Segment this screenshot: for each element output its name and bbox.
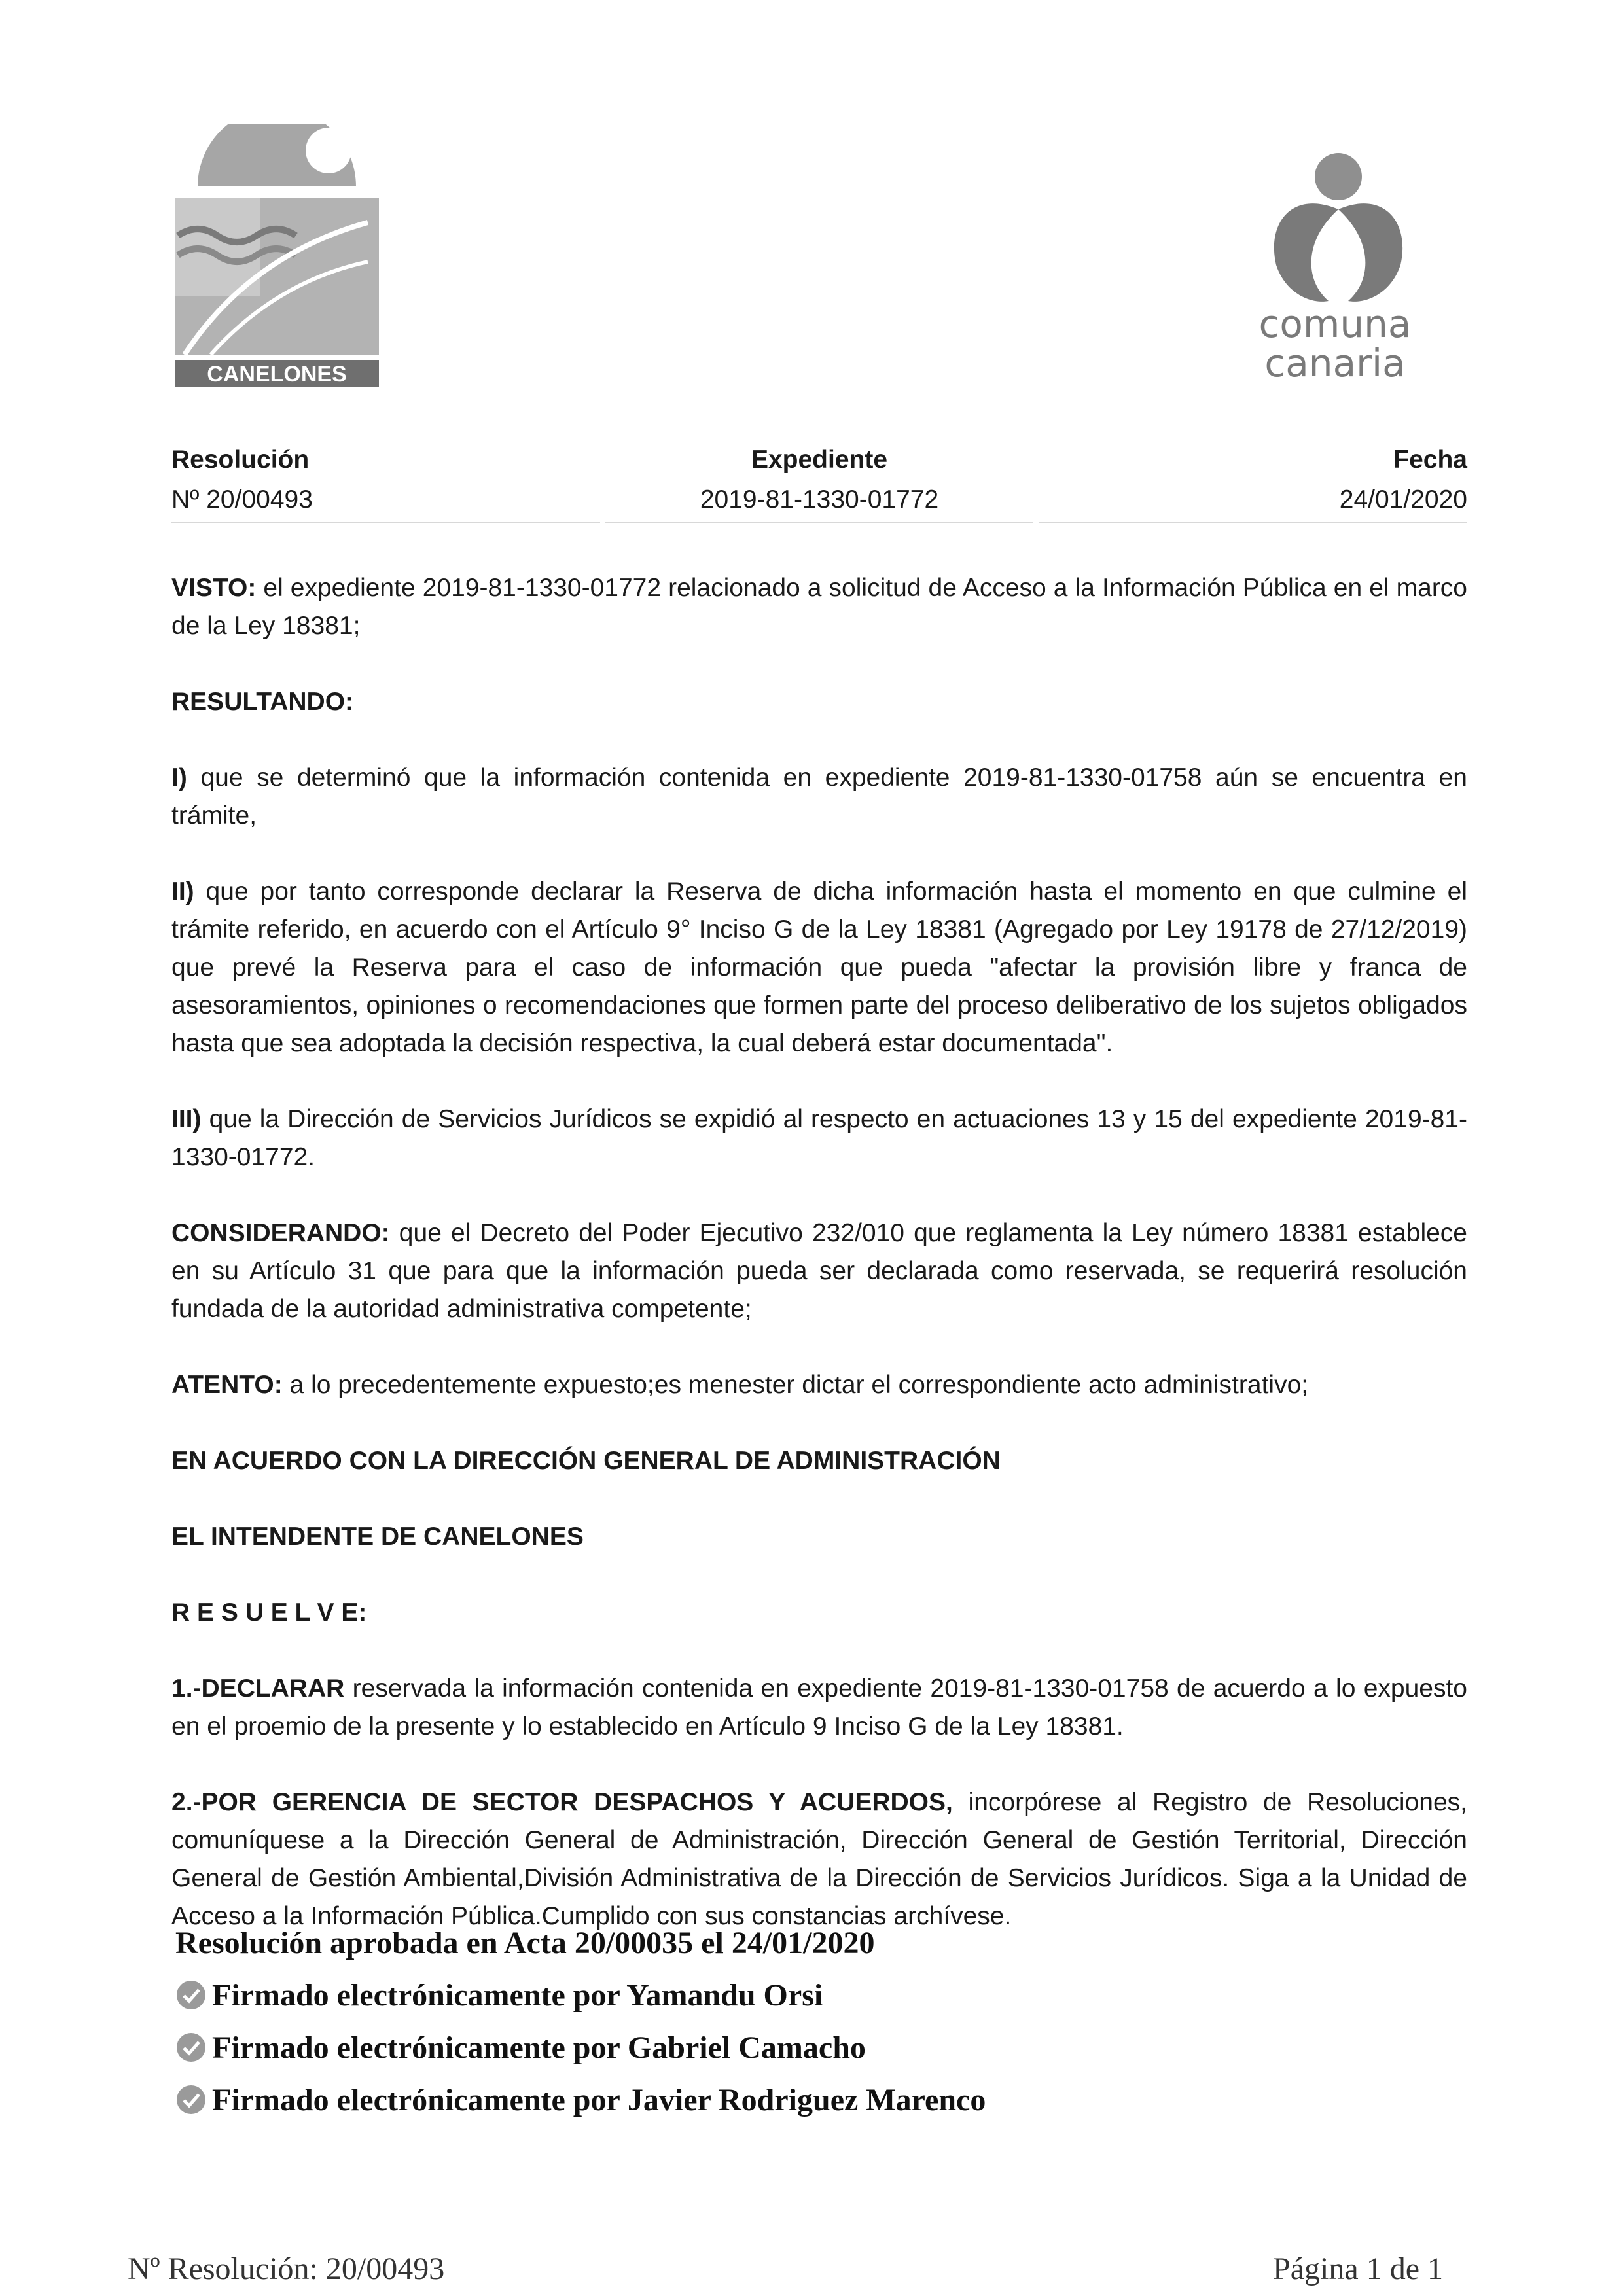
visto-label: VISTO: — [171, 574, 257, 602]
fecha-column — [1039, 438, 1467, 523]
approval-line: Resolución aprobada en Acta 20/00035 el 24/01/2020 — [175, 1926, 875, 1960]
resolve-1-paragraph — [171, 1670, 1467, 1746]
canaria-text: canaria — [1264, 341, 1406, 385]
considerando-text: que el Decreto del Poder Ejecutivo 232/010 que reglamenta la Ley número 18381 establece en su Artículo 31 que para que la información pueda ser declarada como reservada, se requerirá resolución fundada de la autoridad administrativa competente; — [171, 1219, 1467, 1323]
visto-paragraph — [171, 569, 1467, 645]
canelones-logo-text: CANELONES — [207, 362, 347, 387]
resolve-2-paragraph — [171, 1784, 1467, 1935]
check-circle-icon — [175, 2084, 207, 2115]
item-1-paragraph — [171, 759, 1467, 835]
expediente-column — [605, 438, 1034, 523]
signature-3 — [175, 2074, 986, 2127]
item-3-text: que la Dirección de Servicios Jurídicos se expidió al respecto en actuaciones 13 y 15 del expediente 2019-81-1330-01772. — [171, 1105, 1467, 1171]
signature-1 — [175, 1969, 986, 2022]
acuerdo-text: EN ACUERDO CON LA DIRECCIÓN GENERAL DE ADMINISTRACIÓN — [171, 1447, 1001, 1475]
comuna-text: comuna — [1258, 302, 1412, 346]
resultando-label: RESULTANDO: — [171, 688, 354, 716]
resolucion-label: Resolución — [171, 446, 310, 474]
item-2-label: II) — [171, 877, 194, 906]
atento-text: a lo precedentemente expuesto;es menester dictar el correspondiente acto administrativo; — [282, 1371, 1309, 1399]
acuerdo-heading — [171, 1442, 1467, 1480]
considerando-paragraph — [171, 1214, 1467, 1328]
signature-2-text: Firmado electrónicamente por Gabriel Camacho — [212, 2030, 866, 2065]
intendente-heading — [171, 1518, 1467, 1556]
resolution-body — [171, 569, 1467, 1935]
footer-resolution-number: Nº Resolución: 20/00493 — [128, 2252, 445, 2286]
canelones-logo — [171, 124, 382, 425]
signature-block — [175, 1917, 986, 2127]
resultando-paragraph — [171, 683, 1467, 721]
item-1-label: I) — [171, 764, 187, 792]
signature-1-text: Firmado electrónicamente por Yamandu Orsi — [212, 1978, 823, 2013]
expediente-label: Expediente — [751, 446, 888, 474]
check-circle-icon — [175, 2032, 207, 2063]
item-2-text: que por tanto corresponde declarar la Reserva de dicha información hasta el momento en que culmine el trámite referido, en acuerdo con el Artículo 9° Inciso G de la Ley 18381 (Agregado por Ley 19178 de 27/12/2019) que prevé la Reserva para el caso de información que pueda "afectar la provisión libre y franca de asesoramientos, opiniones o recomendaciones que formen parte del proceso deliberativo de los sujetos obligados hasta que sea adoptada la decisión respectiva, la cual deberá estar documentada". — [171, 877, 1467, 1057]
considerando-label: CONSIDERANDO: — [171, 1219, 390, 1247]
resuelve-text: R E S U E L V E: — [171, 1598, 367, 1627]
resolucion-column — [171, 438, 600, 523]
resolve-2-text: incorpórese al Registro de Resoluciones, comuníquese a la Dirección General de Administración, Dirección General de Gestión Territorial, Dirección General de Gestión Ambiental,División Administrativa de la Dirección de Servicios Jurídicos. Siga a la Unidad de Acceso a la Información Pública.Cumplido con sus constancias archívese. — [171, 1788, 1467, 1930]
intendente-text: EL INTENDENTE DE CANELONES — [171, 1523, 584, 1551]
footer-page-number: Página 1 de 1 — [1273, 2252, 1443, 2286]
comuna-canaria-logo — [1240, 150, 1430, 386]
item-2-paragraph — [171, 873, 1467, 1063]
resolution-meta — [171, 438, 1467, 523]
item-3-paragraph — [171, 1101, 1467, 1176]
page-footer — [128, 2251, 1443, 2287]
resolve-2-label: 2.-POR GERENCIA DE SECTOR DESPACHOS Y ACUERDOS, — [171, 1788, 953, 1816]
resolucion-value: Nº 20/00493 — [171, 486, 313, 514]
check-circle-icon — [175, 1979, 207, 2011]
item-1-text: que se determinó que la información contenida en expediente 2019-81-1330-01758 aún se encuentra en trámite, — [171, 764, 1467, 830]
item-3-label: III) — [171, 1105, 202, 1133]
atento-label: ATENTO: — [171, 1371, 283, 1399]
resolve-1-label: 1.-DECLARAR — [171, 1674, 345, 1703]
fecha-label: Fecha — [1393, 446, 1467, 474]
resolve-1-text: reservada la información contenida en expediente 2019-81-1330-01758 de acuerdo a lo expuesto en el proemio de la presente y lo establecido en Artículo 9 Inciso G de la Ley 18381. — [171, 1674, 1467, 1740]
signature-3-text: Firmado electrónicamente por Javier Rodriguez Marenco — [212, 2083, 986, 2117]
expediente-value: 2019-81-1330-01772 — [700, 486, 939, 514]
atento-paragraph — [171, 1366, 1467, 1404]
signature-2 — [175, 2022, 986, 2074]
visto-text: el expediente 2019-81-1330-01772 relacionado a solicitud de Acceso a la Información Pública en el marco de la Ley 18381; — [171, 574, 1467, 640]
fecha-value: 24/01/2020 — [1339, 486, 1467, 514]
resuelve-heading — [171, 1594, 1467, 1632]
